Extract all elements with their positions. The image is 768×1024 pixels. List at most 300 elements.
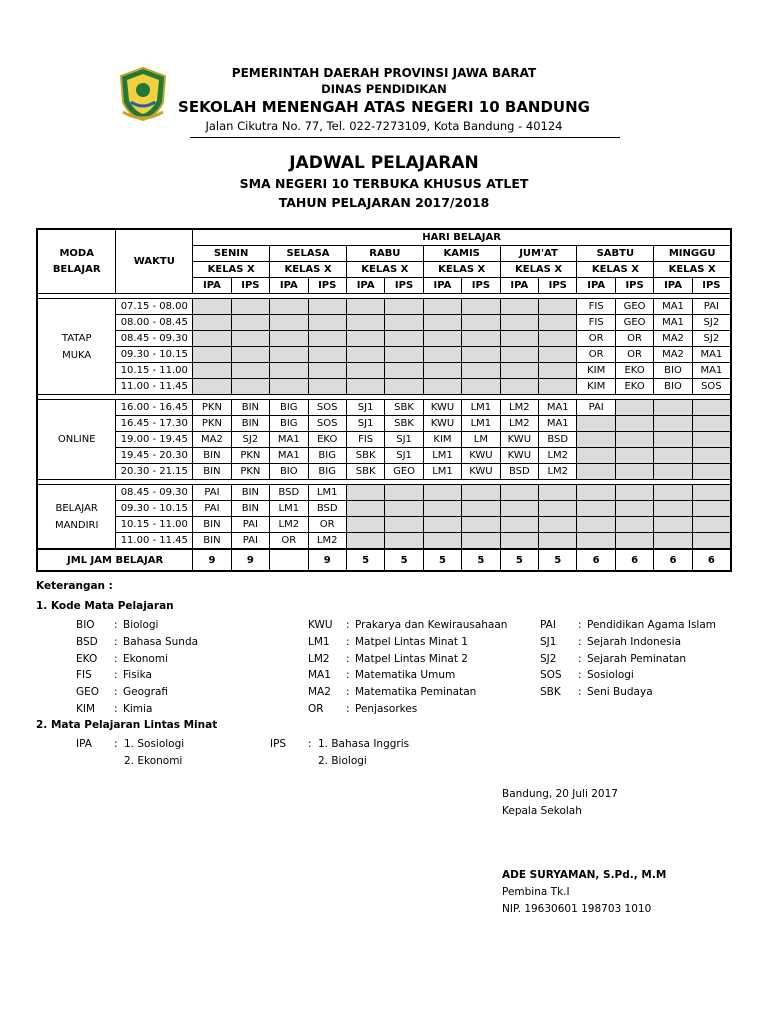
code-abbr: MA2: [308, 686, 331, 699]
subject-cell: EKO: [308, 432, 346, 448]
total-hours-value: 5: [385, 549, 423, 571]
subject-cell: OR: [308, 517, 346, 533]
code-abbr: FIS: [76, 669, 92, 682]
subject-cell: KWU: [423, 400, 461, 416]
code-abbr: SJ2: [540, 652, 557, 665]
subject-cell: [346, 379, 384, 395]
subject-cell: SBK: [385, 416, 423, 432]
subject-cell: [615, 448, 653, 464]
subject-cell: [615, 501, 653, 517]
subject-cell: PAI: [577, 400, 615, 416]
subject-cell: BIN: [231, 400, 269, 416]
subject-cell: [462, 517, 500, 533]
code-colon: :: [578, 669, 582, 682]
time-slot-cell: 08.00 - 08.45: [116, 315, 193, 331]
code-colon: :: [114, 669, 118, 682]
subject-cell: LM1: [270, 501, 308, 517]
subject-cell: [385, 533, 423, 550]
subject-cell: [500, 347, 538, 363]
code-meaning: Kimia: [123, 703, 153, 715]
subject-cell: [308, 347, 346, 363]
subject-cell: [385, 379, 423, 395]
subject-cell: [193, 347, 231, 363]
code-abbr: OR: [308, 703, 324, 715]
ipa-label: IPA: [76, 738, 92, 750]
subject-cell: [385, 315, 423, 331]
sign-role: Kepala Sekolah: [502, 805, 582, 817]
subject-cell: [615, 517, 653, 533]
subject-cell: [615, 432, 653, 448]
subject-cell: [500, 379, 538, 395]
moda-header: MODA BELAJAR: [37, 229, 116, 294]
subject-cell: [539, 299, 577, 315]
subject-cell: KWU: [500, 448, 538, 464]
code-meaning: Matpel Lintas Minat 2: [355, 652, 468, 665]
subject-cell: FIS: [577, 299, 615, 315]
subject-cell: [462, 299, 500, 315]
subject-cell: [577, 485, 615, 501]
code-colon: :: [114, 652, 118, 665]
subject-cell: [308, 331, 346, 347]
schedule-row: [37, 299, 731, 315]
subject-cell: [270, 315, 308, 331]
subject-cell: MA1: [270, 432, 308, 448]
code-meaning: Sejarah Peminatan: [587, 652, 687, 665]
code-colon: :: [346, 669, 350, 682]
total-hours-value: 6: [577, 549, 615, 571]
code-colon: :: [578, 635, 582, 648]
subject-cell: [270, 363, 308, 379]
subject-cell: [500, 501, 538, 517]
subject-cell: MA1: [539, 400, 577, 416]
subject-cell: GEO: [615, 315, 653, 331]
total-hours-value: 5: [539, 549, 577, 571]
subject-cell: [654, 485, 692, 501]
time-slot-cell: 20.30 - 21.15: [116, 464, 193, 480]
day-header: RABU: [346, 246, 423, 262]
subject-cell: [462, 379, 500, 395]
time-slot-cell: 08.45 - 09.30: [116, 331, 193, 347]
subject-cell: [654, 432, 692, 448]
subject-cell: LM2: [308, 533, 346, 550]
subject-cell: [462, 331, 500, 347]
subject-cell: [539, 485, 577, 501]
code-meaning: Fisika: [123, 669, 152, 682]
total-hours-label: JML JAM BELAJAR: [37, 549, 193, 571]
subject-cell: LM1: [462, 416, 500, 432]
code-colon: :: [578, 619, 582, 631]
total-hours-value: 6: [692, 549, 731, 571]
time-slot-cell: 11.00 - 11.45: [116, 379, 193, 395]
day-header: SABTU: [577, 246, 654, 262]
subject-cell: [615, 464, 653, 480]
subject-cell: [654, 501, 692, 517]
subject-cell: [692, 501, 731, 517]
subject-cell: [423, 363, 461, 379]
subject-cell: BIO: [270, 464, 308, 480]
subject-cell: [423, 533, 461, 550]
ips-item-1: 1. Bahasa Inggris: [318, 738, 410, 750]
code-meaning: Matematika Peminatan: [355, 686, 477, 699]
subject-cell: [692, 517, 731, 533]
subject-cell: [692, 464, 731, 480]
header-row-1: [37, 229, 731, 246]
code-meaning: Seni Budaya: [587, 686, 653, 699]
subject-cell: EKO: [615, 363, 653, 379]
subject-cell: PKN: [231, 448, 269, 464]
subject-cell: [193, 315, 231, 331]
subject-cell: BIN: [193, 464, 231, 480]
sign-name: ADE SURYAMAN, S.Pd., M.M: [502, 869, 667, 881]
subject-cell: [346, 299, 384, 315]
subject-cell: [692, 432, 731, 448]
subject-cell: [539, 517, 577, 533]
subject-cell: [346, 363, 384, 379]
subject-cell: OR: [615, 331, 653, 347]
subject-cell: MA2: [654, 347, 692, 363]
subject-cell: [346, 331, 384, 347]
subject-cell: BSD: [308, 501, 346, 517]
subject-cell: [346, 315, 384, 331]
subject-cell: KWU: [423, 416, 461, 432]
time-slot-cell: 09.30 - 10.15: [116, 347, 193, 363]
code-meaning: Pendidikan Agama Islam: [587, 619, 716, 631]
subject-cell: [577, 448, 615, 464]
time-slot-cell: 10.15 - 11.00: [116, 363, 193, 379]
day-header: KAMIS: [423, 246, 500, 262]
subject-cell: [462, 315, 500, 331]
subject-cell: [654, 448, 692, 464]
subject-cell: KWU: [462, 464, 500, 480]
subject-cell: SOS: [692, 379, 731, 395]
header-school-name: SEKOLAH MENENGAH ATAS NEGERI 10 BANDUNG: [178, 98, 590, 116]
code-colon: :: [114, 635, 118, 648]
subject-cell: KIM: [577, 363, 615, 379]
stream-header: IPA: [500, 278, 538, 294]
subject-cell: [308, 379, 346, 395]
subject-cell: [500, 533, 538, 550]
code-colon: :: [346, 703, 350, 715]
code-meaning: Biologi: [123, 619, 159, 631]
section-subject-codes: 1. Kode Mata Pelajaran: [36, 600, 174, 612]
subject-cell: BIN: [231, 485, 269, 501]
subject-cell: [193, 379, 231, 395]
subject-cell: MA2: [654, 331, 692, 347]
subject-cell: [270, 347, 308, 363]
subject-cell: [231, 315, 269, 331]
stream-header: IPA: [270, 278, 308, 294]
subject-cell: MA1: [692, 363, 731, 379]
subject-cell: [308, 363, 346, 379]
subject-cell: [692, 400, 731, 416]
sign-nip: NIP. 19630601 198703 1010: [502, 903, 652, 915]
subject-cell: [423, 379, 461, 395]
subject-cell: [539, 331, 577, 347]
time-slot-cell: 19.00 - 19.45: [116, 432, 193, 448]
subject-cell: [539, 533, 577, 550]
subject-cell: [692, 416, 731, 432]
subject-cell: [539, 315, 577, 331]
subject-cell: [654, 400, 692, 416]
subject-cell: [385, 299, 423, 315]
stream-header: IPA: [577, 278, 615, 294]
code-abbr: BIO: [76, 619, 95, 631]
schedule-row: [37, 347, 731, 363]
subject-cell: GEO: [615, 299, 653, 315]
subject-cell: [385, 347, 423, 363]
code-colon: :: [114, 619, 118, 631]
code-meaning: Sosiologi: [587, 669, 634, 682]
kelas-header: KELAS X: [654, 262, 731, 278]
time-slot-cell: 16.45 - 17.30: [116, 416, 193, 432]
subject-cell: PKN: [193, 416, 231, 432]
subject-cell: MA1: [539, 416, 577, 432]
subject-cell: LM: [462, 432, 500, 448]
stream-header: IPA: [193, 278, 231, 294]
subject-cell: BIG: [308, 464, 346, 480]
subject-cell: KIM: [423, 432, 461, 448]
code-abbr: EKO: [76, 652, 98, 665]
subject-cell: [539, 379, 577, 395]
subject-cell: FIS: [346, 432, 384, 448]
subject-cell: [193, 299, 231, 315]
subject-cell: [385, 485, 423, 501]
code-colon: :: [578, 652, 582, 665]
schedule-row: [37, 485, 731, 501]
subject-cell: EKO: [615, 379, 653, 395]
subject-cell: [500, 315, 538, 331]
subject-cell: BIN: [231, 416, 269, 432]
kelas-header: KELAS X: [270, 262, 347, 278]
code-colon: :: [578, 686, 582, 699]
subject-cell: SJ2: [692, 331, 731, 347]
subject-cell: BIO: [654, 363, 692, 379]
subject-cell: FIS: [577, 315, 615, 331]
subject-cell: PAI: [193, 501, 231, 517]
subject-cell: [654, 416, 692, 432]
code-meaning: Geografi: [123, 686, 169, 699]
code-abbr: SJ1: [540, 635, 557, 648]
code-meaning: Sejarah Indonesia: [587, 635, 681, 648]
subject-cell: [462, 533, 500, 550]
sign-rank: Pembina Tk.I: [502, 886, 570, 898]
schedule-row: [37, 379, 731, 395]
subject-cell: [577, 517, 615, 533]
stream-header: IPA: [346, 278, 384, 294]
day-header: JUM'AT: [500, 246, 577, 262]
ips-item-2: 2. Biologi: [318, 755, 367, 767]
subject-cell: LM1: [423, 464, 461, 480]
subject-cell: PAI: [231, 533, 269, 550]
schedule-row: [37, 432, 731, 448]
total-hours-value: 6: [615, 549, 653, 571]
subject-cell: PKN: [231, 464, 269, 480]
subject-cell: LM2: [500, 400, 538, 416]
schedule-row: [37, 464, 731, 480]
subject-cell: OR: [577, 347, 615, 363]
subject-cell: MA1: [654, 299, 692, 315]
subject-cell: [423, 485, 461, 501]
schedule-row: [37, 400, 731, 416]
subject-cell: BIG: [270, 416, 308, 432]
subject-cell: [654, 533, 692, 550]
subject-cell: BIN: [193, 448, 231, 464]
total-hours-value: 5: [346, 549, 384, 571]
subject-cell: SJ1: [385, 432, 423, 448]
subject-cell: [654, 464, 692, 480]
schedule-row: [37, 501, 731, 517]
header-department: DINAS PENDIDIKAN: [321, 82, 447, 96]
code-meaning: Bahasa Sunda: [123, 635, 199, 648]
subject-cell: OR: [577, 331, 615, 347]
code-colon: :: [346, 686, 350, 699]
subject-cell: BSD: [500, 464, 538, 480]
day-header: SELASA: [270, 246, 347, 262]
subject-cell: PAI: [193, 485, 231, 501]
subject-cell: [500, 485, 538, 501]
subject-cell: BIG: [308, 448, 346, 464]
code-meaning: Prakarya dan Kewirausahaan: [355, 619, 508, 631]
stream-header: IPS: [692, 278, 731, 294]
subject-cell: BIG: [270, 400, 308, 416]
waktu-header: WAKTU: [116, 229, 193, 294]
subject-cell: SBK: [385, 400, 423, 416]
subject-cell: [577, 416, 615, 432]
schedule-table: [36, 228, 732, 572]
subject-cell: [231, 347, 269, 363]
subject-cell: [577, 501, 615, 517]
code-abbr: LM1: [308, 635, 330, 648]
subject-cell: SJ2: [692, 315, 731, 331]
schedule-row: [37, 416, 731, 432]
subject-cell: [308, 315, 346, 331]
subject-cell: OR: [615, 347, 653, 363]
subject-cell: SJ1: [346, 416, 384, 432]
stream-header: IPS: [615, 278, 653, 294]
moda-group-label: BELAJAR MANDIRI: [37, 485, 116, 550]
stream-header: IPS: [308, 278, 346, 294]
time-slot-cell: 11.00 - 11.45: [116, 533, 193, 550]
subject-cell: [615, 416, 653, 432]
subject-cell: MA1: [654, 315, 692, 331]
day-header: SENIN: [193, 246, 270, 262]
header-divider: [190, 137, 620, 138]
subject-cell: [615, 485, 653, 501]
subject-cell: LM1: [462, 400, 500, 416]
moda-group-label: TATAP MUKA: [37, 299, 116, 395]
hari-belajar-header: HARI BELAJAR: [193, 229, 731, 246]
schedule-row: [37, 315, 731, 331]
ipa-item-1: 1. Sosiologi: [124, 738, 185, 750]
subject-cell: PKN: [193, 400, 231, 416]
subject-cell: [500, 517, 538, 533]
kelas-header: KELAS X: [500, 262, 577, 278]
subject-cell: SJ2: [231, 432, 269, 448]
keterangan-title: Keterangan :: [36, 580, 113, 592]
subject-cell: [385, 331, 423, 347]
kelas-header: KELAS X: [577, 262, 654, 278]
subject-cell: [692, 448, 731, 464]
code-abbr: KWU: [308, 619, 333, 631]
subject-cell: OR: [270, 533, 308, 550]
time-slot-cell: 10.15 - 11.00: [116, 517, 193, 533]
subject-cell: [346, 533, 384, 550]
subject-cell: [462, 363, 500, 379]
subject-cell: [270, 299, 308, 315]
subject-cell: BSD: [539, 432, 577, 448]
code-abbr: KIM: [76, 703, 96, 715]
header-government: PEMERINTAH DAERAH PROVINSI JAWA BARAT: [231, 66, 537, 80]
kelas-header: KELAS X: [346, 262, 423, 278]
subject-cell: SJ1: [385, 448, 423, 464]
time-slot-cell: 19.45 - 20.30: [116, 448, 193, 464]
total-hours-value: [270, 549, 308, 571]
document-title: JADWAL PELAJARAN: [289, 153, 479, 173]
subject-cell: SJ1: [346, 400, 384, 416]
time-slot-cell: 16.00 - 16.45: [116, 400, 193, 416]
code-colon: :: [114, 686, 118, 699]
code-abbr: BSD: [76, 635, 98, 648]
code-abbr: GEO: [76, 686, 100, 699]
time-slot-cell: 08.45 - 09.30: [116, 485, 193, 501]
subject-cell: SBK: [346, 448, 384, 464]
subject-cell: [423, 299, 461, 315]
document-subtitle-year: TAHUN PELAJARAN 2017/2018: [278, 195, 490, 210]
stream-header: IPA: [654, 278, 692, 294]
code-meaning: Matpel Lintas Minat 1: [355, 635, 468, 648]
time-slot-cell: 09.30 - 10.15: [116, 501, 193, 517]
subject-cell: SOS: [308, 400, 346, 416]
subject-cell: [654, 517, 692, 533]
subject-cell: [462, 347, 500, 363]
subject-cell: [346, 517, 384, 533]
subject-cell: [423, 315, 461, 331]
subject-cell: PAI: [692, 299, 731, 315]
subject-cell: [500, 299, 538, 315]
subject-cell: [577, 533, 615, 550]
code-colon: :: [346, 619, 350, 631]
total-hours-value: 5: [423, 549, 461, 571]
time-slot-cell: 07.15 - 08.00: [116, 299, 193, 315]
subject-cell: GEO: [385, 464, 423, 480]
subject-cell: [231, 363, 269, 379]
subject-cell: [423, 501, 461, 517]
subject-cell: [539, 363, 577, 379]
subject-cell: [308, 299, 346, 315]
subject-cell: [462, 485, 500, 501]
subject-cell: [346, 485, 384, 501]
subject-cell: [692, 485, 731, 501]
subject-cell: KWU: [462, 448, 500, 464]
kelas-header: KELAS X: [193, 262, 270, 278]
code-meaning: Penjasorkes: [355, 703, 418, 715]
day-header: MINGGU: [654, 246, 731, 262]
code-abbr: MA1: [308, 669, 331, 682]
subject-cell: [577, 464, 615, 480]
schedule-row: [37, 331, 731, 347]
subject-cell: [193, 331, 231, 347]
schedule-row: [37, 517, 731, 533]
subject-cell: BIN: [193, 533, 231, 550]
code-meaning: Matematika Umum: [355, 669, 456, 682]
kelas-header: KELAS X: [423, 262, 500, 278]
subject-cell: [193, 363, 231, 379]
subject-cell: KIM: [577, 379, 615, 395]
document-subtitle-school: SMA NEGERI 10 TERBUKA KHUSUS ATLET: [239, 176, 529, 191]
subject-cell: [231, 379, 269, 395]
stream-header: IPS: [385, 278, 423, 294]
subject-cell: BIO: [654, 379, 692, 395]
